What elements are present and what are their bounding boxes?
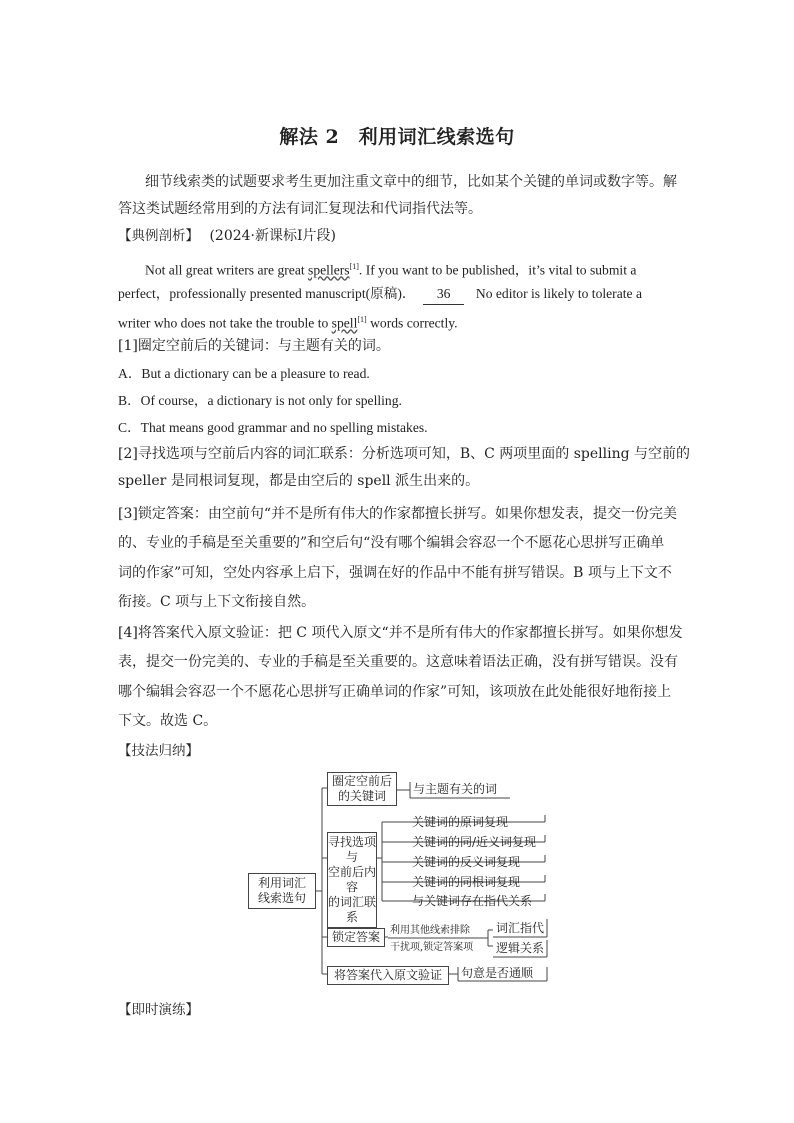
exclude-note-2: 干扰项,锁定答案项 (390, 942, 474, 953)
leaf-repetition: 关键词的原词复现 (412, 815, 509, 829)
step-2-line-1: [2]寻找选项与空前后内容的词汇联系：分析选项可知，B、C 两项里面的 spelling 与空前的 (118, 446, 691, 462)
example-source: (2024·新课标Ⅰ片段) (209, 228, 336, 244)
step-2-line-2: speller 是同根词复现，都是由空后的 spell 派生出来的。 (118, 473, 480, 489)
leaf-same-root: 关键词的同根词复现 (412, 875, 521, 889)
branch-lock-answer: 锁定答案 (327, 928, 385, 947)
step-4-line-4: 下文。故选 C。 (118, 713, 218, 729)
branch-label: 寻找选项与 (328, 835, 377, 864)
example-tag: 【典例剖析】 (118, 228, 199, 244)
intro-line-2: 答这类试题经常用到的方法有词汇复现法和代词指代法等。 (118, 201, 482, 217)
exclude-note: 利用其他线索排除 (390, 925, 470, 936)
leaf-synonym: 关键词的同/近义词复现 (412, 835, 537, 849)
passage-line-1 (145, 257, 636, 281)
leaf-reference: 与关键词存在指代关系 (412, 894, 533, 908)
step-4-line-1: [4]将答案代入原文验证：把 C 项代入原文“并不是所有伟大的作家都擅长拼写。如果你想发 (118, 625, 683, 641)
branch-keywords (327, 772, 397, 806)
ref-mark: [1] (349, 262, 359, 271)
step-3-line-2: 的、专业的手稿是至关重要的”和空后句“没有哪个编辑会容忍一个不愿花心思拼写正确单 (118, 535, 665, 551)
passage-line-2 (118, 284, 642, 305)
root-node (248, 873, 316, 909)
option-c: C．That means good grammar and no spelling mistakes. (118, 420, 428, 435)
passage-line-3 (118, 310, 458, 334)
keyword-spellers: spellers (308, 262, 350, 278)
root-label: 利用词汇 (257, 876, 306, 890)
step-3-line-3: 词的作家”可知，空处内容承上启下，强调在好的作品中不能有拼写错误。B 项与上下文不 (118, 565, 672, 581)
step-4-line-2: 表，提交一份完美的、专业的手稿是至关重要的。这意味着语法正确，没有拼写错误。没有 (118, 654, 678, 670)
practice-header: 【即时演练】 (118, 1002, 199, 1018)
option-b: B．Of course，a dictionary is not only for spelling. (118, 393, 402, 408)
option-a: A．But a dictionary can be a pleasure to read. (118, 366, 370, 381)
step-3-line-1: [3]锁定答案：由空前句“并不是所有伟大的作家都擅长拼写。如果你想发表，提交一份完美 (118, 506, 677, 522)
leaf-fluency: 句意是否通顺 (461, 966, 534, 980)
page-title: 解法 2 利用词汇线索选句 (279, 126, 515, 148)
branch-lexical-link (327, 832, 377, 928)
leaf-logic: 逻辑关系 (496, 941, 545, 955)
keyword-spell: spell (331, 315, 358, 331)
ref-mark: [1] (357, 315, 367, 324)
passage-text: words correctly. (366, 315, 458, 331)
step-1: [1]圈定空前后的关键词：与主题有关的词。 (118, 338, 390, 354)
leaf-lexical-reference: 词汇指代 (496, 921, 545, 935)
passage-text: writer who does not take the trouble to (118, 315, 332, 331)
method-mind-map (245, 770, 555, 985)
step-3-line-4: 衔接。C 项与上下文衔接自然。 (118, 594, 316, 610)
passage-text: Not all great writers are great (145, 262, 309, 278)
answer-blank: 36 (423, 284, 465, 305)
passage-text: No editor is likely to tolerate a (475, 286, 642, 301)
branch-label: 的关键词 (337, 789, 386, 803)
intro-line-1: 细节线索类的试题要求考生更加注重文章中的细节，比如某个关键的单词或数字等。解 (145, 174, 677, 190)
root-label: 线索选句 (257, 891, 306, 905)
summary-header: 【技法归纳】 (118, 743, 199, 759)
step-4-line-3: 哪个编辑会容忍一个不愿花心思拼写正确单词的作家”可知，该项放在此处能很好地衔接上 (118, 684, 672, 700)
leaf-topic-words: 与主题有关的词 (413, 782, 498, 796)
branch-label: 圈定空前后 (331, 774, 392, 788)
leaf-antonym: 关键词的反义词复现 (412, 855, 521, 869)
branch-label: 的词汇联系 (328, 895, 377, 924)
branch-label: 空前后内容 (328, 865, 377, 894)
passage-text: perfect，professionally presented manuscript(原稿)． (118, 286, 416, 301)
example-header (118, 226, 336, 246)
passage-text: . If you want to be published，it’s vital to submit a (358, 262, 637, 278)
branch-verify: 将答案代入原文验证 (327, 966, 449, 985)
